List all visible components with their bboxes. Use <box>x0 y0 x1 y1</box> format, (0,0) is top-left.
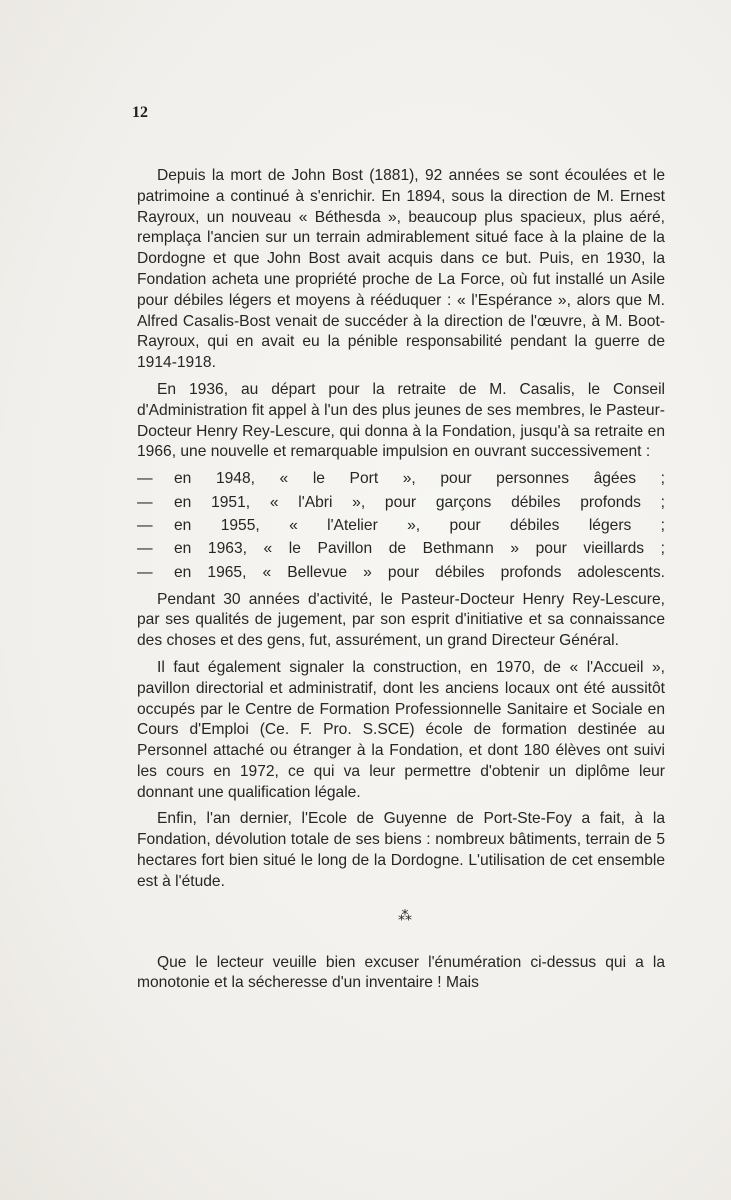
list-item-text: en 1963, « le Pavillon de Bethmann » pour vieillards ; <box>174 540 665 558</box>
list-item <box>137 469 665 490</box>
paragraph-rey-lescure: En 1936, au départ pour la retraite de M. Casalis, le Conseil d'Administration fit appel à l'un des plus jeunes de ses membres, le Pasteur-Docteur Henry Rey-Lescure, qui donna à la Fondation, jusqu'à sa retraite en 1966, une nouvelle et remarquable impulsion en ouvrant successivement : <box>137 380 665 461</box>
list-dash: — <box>137 470 153 488</box>
list-item <box>137 539 665 560</box>
list-item <box>137 493 665 514</box>
list-item <box>137 563 665 584</box>
body-text <box>137 166 665 1000</box>
list-item-text: en 1948, « le Port », pour personnes âgées ; <box>174 470 665 488</box>
paragraph-final: Que le lecteur veuille bien excuser l'énumération ci-dessus qui a la monotonie et la sécheresse d'un inventaire ! Mais <box>137 953 665 992</box>
list-dash: — <box>137 563 153 581</box>
page-number: 12 <box>132 104 148 121</box>
list-dash: — <box>137 540 153 558</box>
list-item-text: en 1951, « l'Abri », pour garçons débiles profonds ; <box>174 493 665 511</box>
list-dash: — <box>137 516 153 534</box>
list-item-text: en 1965, « Bellevue » pour débiles profonds adolescents. <box>174 563 665 581</box>
paragraph-accueil: Il faut également signaler la construction, en 1970, de « l'Accueil », pavillon directorial et administratif, dont les anciens locaux ont été aussitôt occupés par le Centre de Formation Professionnelle Sanitaire et Sociale en Cours d'Emploi (Ce. F. Pro. S.SCE) école de formation destinée au Personnel attaché ou étranger à la Fondation, et dont 180 élèves ont suivi les cours en 1972, ce qui va leur permettre d'obtenir un diplôme leur donnant une qualification légale. <box>137 658 665 801</box>
section-ornament <box>137 907 665 923</box>
list-item-text: en 1955, « l'Atelier », pour débiles légers ; <box>174 516 665 534</box>
paragraph-ecole-guyenne: Enfin, l'an dernier, l'Ecole de Guyenne de Port-Ste-Foy a fait, à la Fondation, dévolution totale de ses biens : nombreux bâtiments, terrain de 5 hectares fort bien situé le long de la Dordogne. L'utilisation de cet ensemble est à l'étude. <box>137 810 665 890</box>
openings-list <box>137 469 665 583</box>
paragraph-thirty-years: Pendant 30 années d'activité, le Pasteur-Docteur Henry Rey-Lescure, par ses qualités de jugement, par son esprit d'initiative et sa connaissance des choses et des gens, fut, assurément, un grand Directeur Général. <box>137 590 665 650</box>
paragraph-bost-history: Depuis la mort de John Bost (1881), 92 années se sont écoulées et le patrimoine a continué à s'enrichir. En 1894, sous la direction de M. Ernest Rayroux, un nouveau « Béthesda », beaucoup plus spacieux, plus aéré, remplaça l'ancien sur un terrain admirablement situé face à la plaine de la Dordogne et que John Bost avait acquis dans ce but. Puis, en 1930, la Fondation acheta une propriété proche de La Force, où fut installé un Asile pour débiles légers et moyens à rééduquer : « l'Espérance », alors que M. Alfred Casalis-Bost venait de succéder à la direction de l'œuvre, à M. Boot-Rayroux, qui en avait eu la pénible responsabilité pendant la guerre de 1914-1918. <box>137 167 665 372</box>
list-dash: — <box>137 493 153 511</box>
asterism-glyph: ⁂ <box>398 906 412 923</box>
list-item <box>137 516 665 537</box>
